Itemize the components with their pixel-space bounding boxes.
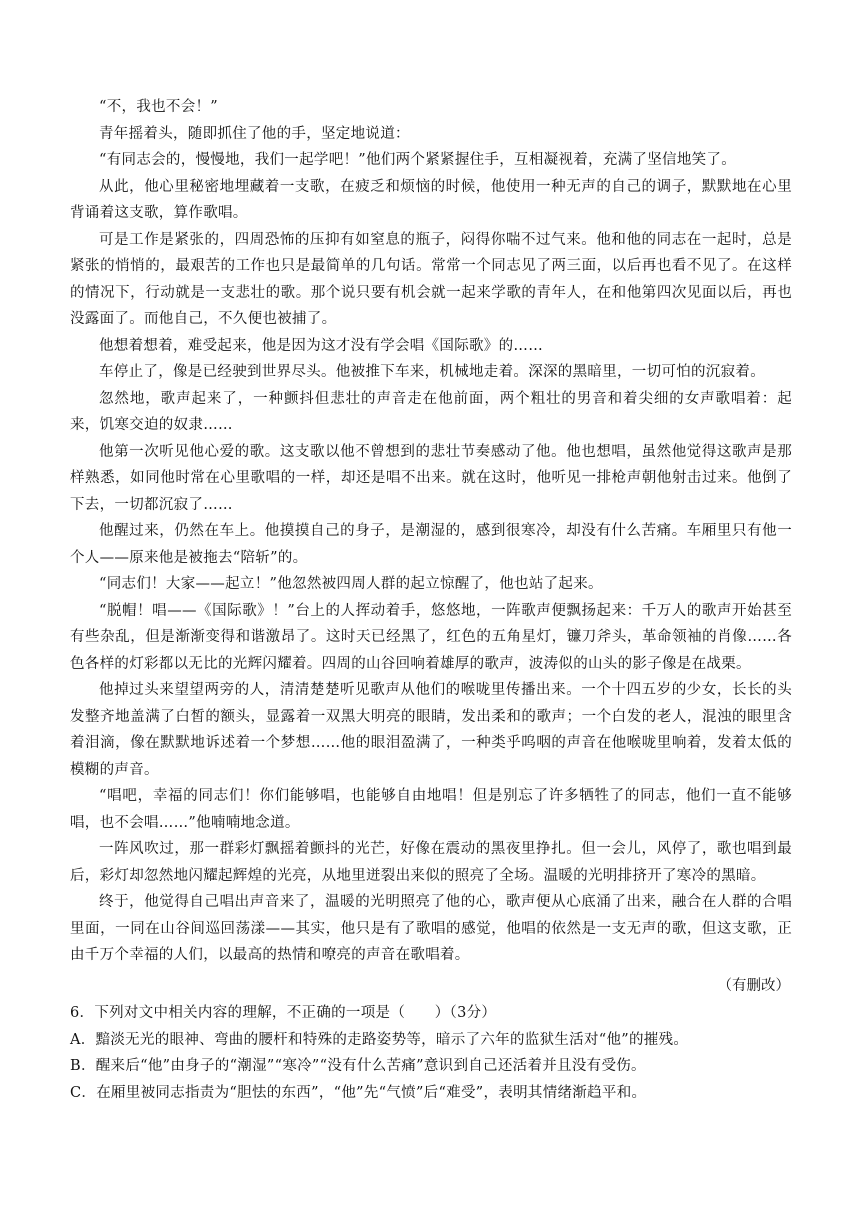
paragraph: 他第一次听见他心爱的歌。这支歌以他不曾想到的悲壮节奏感动了他。他也想唱，虽然他觉得这歌声是那样熟悉，如同他时常在心里歌唱的一样，却还是唱不出来。就在这时，他听见一排枪声朝他射击过来。他倒了下去，一切都沉寂了…… [70, 443, 792, 513]
source-note: （有删改） [717, 977, 790, 994]
paragraph: 从此，他心里秘密地埋藏着一支歌，在疲乏和烦恼的时候，他使用一种无声的自己的调子，默默地在心里背诵着这支歌，算作歌唱。 [70, 178, 792, 221]
article-body [70, 94, 792, 999]
paragraph: “有同志会的，慢慢地，我们一起学吧！”他们两个紧紧握住手，互相凝视着，充满了坚信地笑了。 [99, 152, 737, 168]
question-stem: 6．下列对文中相关内容的理解，不正确的一项是（ ）（3分） [70, 1005, 497, 1021]
paragraph: 他掉过头来望望两旁的人，清清楚楚听见歌声从他们的喉咙里传播出来。一个十四五岁的少女，长长的头发整齐地盖满了白皙的额头，显露着一双黑大明亮的眼睛，发出柔和的歌声；一个白发的老人，混浊的眼里含着泪滴，像在默默地诉述着一个梦想……他的眼泪盈满了，一种类乎呜咽的声音在他喉咙里响着，发着太低的模糊的声音。 [70, 682, 792, 778]
paragraph: 青年摇着头，随即抓住了他的手，坚定地说道： [99, 125, 410, 142]
paragraph: 忽然地，歌声起来了，一种颤抖但悲壮的声音走在他前面，两个粗壮的男音和着尖细的女声歌唱着：起来，饥寒交迫的奴隶…… [70, 390, 792, 433]
option-a: A．黯淡无光的眼神、弯曲的腰杆和特殊的走路姿势等，暗示了六年的监狱生活对“他”的摧残。 [70, 1031, 689, 1048]
question-6 [70, 1000, 792, 1106]
paragraph: “不，我也不会！” [99, 99, 219, 115]
paragraph: 可是工作是紧张的，四周恐怖的压抑有如窒息的瓶子，闷得你喘不过气来。他和他的同志在一起时，总是紧张的悄悄的，最艰苦的工作也只是最简单的几句话。常常一个同志见了两三面，以后再也看不见了。在这样的情况下，行动就是一支悲壮的歌。那个说只要有机会就一起来学歌的青年人，在和他第四次见面以后，再也没露面了。而他自己，不久便也被捕了。 [70, 231, 792, 327]
paragraph: “唱吧，幸福的同志们！你们能够唱，也能够自由地唱！但是别忘了许多牺牲了的同志，他们一直不能够唱，也不会唱……”他喃喃地念道。 [70, 788, 792, 831]
paragraph: 一阵风吹过，那一群彩灯飘摇着颤抖的光芒，好像在震动的黑夜里挣扎。但一会儿，风停了，歌也唱到最后，彩灯却忽然地闪耀起辉煌的光亮，从地里迸裂出来似的照亮了全场。温暖的光明排挤开了寒冷的黑暗。 [70, 841, 792, 884]
paragraph: “脱帽！唱——《国际歌》！”台上的人挥动着手，悠悠地，一阵歌声便飘扬起来：千万人的歌声开始甚至有些杂乱，但是渐渐变得和谐激昂了。这时天已经黑了，红色的五角星灯，镰刀斧头，革命领袖的肖像……各色各样的灯彩都以无比的光辉闪耀着。四周的山谷回响着雄厚的歌声，波涛似的山头的影子像是在战栗。 [70, 602, 792, 672]
paragraph: “同志们！大家——起立！”他忽然被四周人群的起立惊醒了，他也站了起来。 [99, 576, 603, 592]
paragraph: 他醒过来，仍然在车上。他摸摸自己的身子，是潮湿的，感到很寒冷，却没有什么苦痛。车厢里只有他一个人——原来他是被拖去“陪斩”的。 [70, 523, 792, 566]
paragraph: 车停止了，像是已经驶到世界尽头。他被推下车来，机械地走着。深深的黑暗里，一切可怕的沉寂着。 [99, 364, 765, 380]
paragraph: 终于，他觉得自己唱出声音来了，温暖的光明照亮了他的心，歌声便从心底涌了出来，融合在人群的合唱里面，一同在山谷间巡回荡漾——其实，他只是有了歌唱的感觉，他唱的依然是一支无声的歌，但这支歌，正由千万个幸福的人们，以最高的热情和嘹亮的声音在歌唱着。 [70, 894, 792, 963]
option-c: C．在厢里被同志指责为“胆怯的东西”，“他”先“气愤”后“难受”，表明其情绪渐趋平和。 [70, 1084, 647, 1101]
option-b: B．醒来后“他”由身子的“潮湿”“寒冷”“没有什么苦痛”意识到自己还活着并且没有受伤。 [70, 1058, 646, 1074]
paragraph: 他想着想着，难受起来，他是因为这才没有学会唱《国际歌》的…… [99, 337, 543, 354]
